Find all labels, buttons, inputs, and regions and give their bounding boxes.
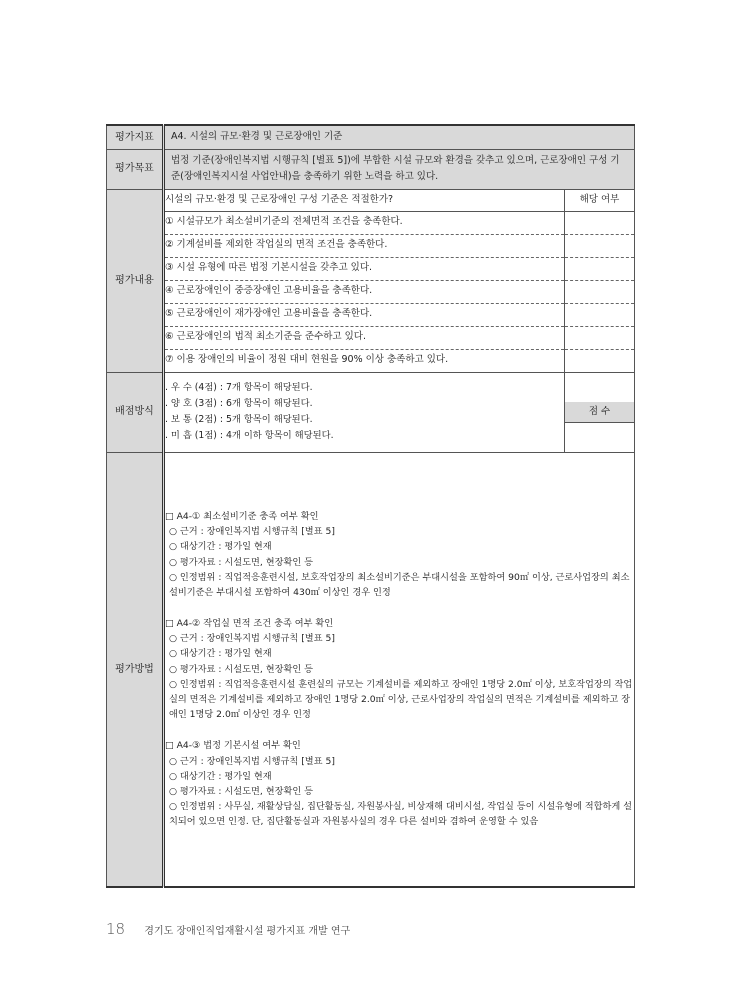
scoring-line: . 우 수 (4점) : 7개 항목이 해당된다.: [165, 382, 313, 394]
indicator-value: A4. 시설의 규모·환경 및 근로장애인 기준: [164, 125, 635, 149]
content-item: ⑤ 근로장애인이 재가장애인 고용비율을 충족한다.: [164, 303, 565, 326]
content-item: ② 기계설비를 제외한 작업실의 면적 조건을 충족한다.: [164, 234, 565, 257]
evaluation-table: [106, 124, 635, 888]
page-number: 18: [106, 920, 126, 938]
method-bullet: ○ 근거 : 장애인복지법 시행규칙 [별표 5]: [169, 633, 335, 645]
scoring-line: . 보 통 (2점) : 5개 항목이 해당된다.: [165, 414, 313, 425]
scoring-row: [107, 372, 635, 452]
content-item-row: [107, 257, 635, 280]
method-bullet: ○ 대상기간 : 평가일 현재: [169, 770, 272, 782]
content-item-row: [107, 280, 635, 303]
goal-row: [107, 149, 635, 189]
scoring-label: 배점방식: [107, 372, 164, 452]
content-item-row: [107, 211, 635, 234]
scoring-line: . 양 호 (3점) : 6개 항목이 해당된다.: [165, 398, 313, 410]
method-content: [164, 452, 635, 887]
content-label: 평가내용: [107, 189, 164, 372]
goal-value: 법정 기준(장애인복지법 시행규칙 [별표 5])에 부합한 시설 규모와 환경을 갖추고 있으며, 근로장애인 구성 기준(장애인복지시설 사업안내)을 충족하기 위한 노력을 하고 있다.: [164, 149, 635, 189]
content-item: ① 시설규모가 최소설비기준의 전체면적 조건을 충족한다.: [164, 211, 565, 234]
content-item: ⑦ 이용 장애인의 비율이 정원 대비 현원을 90% 이상 충족하고 있다.: [164, 349, 565, 372]
score-header: 점 수: [565, 402, 634, 423]
applicability-header: 해당 여부: [565, 189, 635, 211]
goal-label: 평가목표: [107, 149, 164, 189]
footer-title: 경기도 장애인직업재활시설 평가지표 개발 연구: [144, 926, 351, 937]
method-section: [165, 616, 634, 722]
method-section-title: □ A4-① 최소설비기준 충족 여부 확인: [165, 511, 319, 523]
method-bullet: ○ 평가자료 : 시설도면, 현장확인 등: [169, 785, 314, 797]
applicability-cell: [565, 280, 635, 303]
scoring-criteria: [164, 372, 565, 452]
method-bullet: ○ 대상기간 : 평가일 현재: [169, 541, 272, 553]
applicability-cell: [565, 234, 635, 257]
method-row: [107, 452, 635, 887]
method-label: 평가방법: [107, 452, 164, 887]
indicator-label: 평가지표: [107, 125, 164, 149]
method-bullet: ○ 대상기간 : 평가일 현재: [169, 648, 272, 660]
method-section: [165, 509, 634, 600]
content-item: ④ 근로장애인이 중증장애인 고용비율을 충족한다.: [164, 280, 565, 303]
method-section-title: □ A4-③ 법정 기본시설 여부 확인: [165, 740, 301, 752]
content-item-row: [107, 234, 635, 257]
method-bullet: ○ 평가자료 : 시설도면, 현장확인 등: [169, 556, 314, 568]
applicability-cell: [565, 349, 635, 372]
method-bullet: ○ 근거 : 장애인복지법 시행규칙 [별표 5]: [169, 526, 335, 538]
page-footer: [106, 920, 350, 938]
applicability-cell: [565, 211, 635, 234]
indicator-row: [107, 125, 635, 149]
content-item-row: [107, 326, 635, 349]
method-section-title: □ A4-② 작업실 면적 조건 충족 여부 확인: [165, 618, 334, 630]
content-item-row: [107, 303, 635, 326]
method-bullet: ○ 인정범위 : 사무실, 재활상담실, 집단활동실, 자원봉사실, 비상재해 대비시설, 작업실 등이 시설유형에 적합하게 설치되어 있으면 인정. 단, 집단활동실과 자원봉사실의 경우 다른 설비와 겸하여 운영할 수 있음: [169, 801, 633, 828]
method-section: [165, 738, 634, 829]
applicability-cell: [565, 326, 635, 349]
score-box: [565, 372, 635, 452]
applicability-cell: [565, 303, 635, 326]
method-bullet: ○ 인정범위 : 직업적응훈련시설 훈련실의 규모는 기계설비를 제외하고 장애인 1명당 2.0㎡ 이상, 보호작업장의 작업실의 면적은 기계설비를 제외하고 장애인 1명당 2.0㎡ 이상, 근로사업장의 작업실의 면적은 기계설비를 제외하고 장애인 1명당 2.0㎡ 이상인 경우 인정: [169, 678, 633, 721]
method-bullet: ○ 평가자료 : 시설도면, 현장확인 등: [169, 663, 314, 675]
content-question: 시설의 규모·환경 및 근로장애인 구성 기준은 적절한가?: [164, 189, 565, 211]
method-bullet: ○ 근거 : 장애인복지법 시행규칙 [별표 5]: [169, 755, 335, 767]
content-item-row: [107, 349, 635, 372]
scoring-line: . 미 흡 (1점) : 4개 이하 항목이 해당된다.: [165, 429, 334, 441]
method-bullet: ○ 인정범위 : 직업적응훈련시설, 보호작업장의 최소설비기준은 부대시설을 포함하여 90㎡ 이상, 근로사업장의 최소설비기준은 부대시설 포함하여 430㎡ 이상인 경우 인정: [169, 571, 630, 598]
content-question-row: [107, 189, 635, 211]
applicability-cell: [565, 257, 635, 280]
content-item: ③ 시설 유형에 따른 법정 기본시설을 갖추고 있다.: [164, 257, 565, 280]
content-item: ⑥ 근로장애인의 법적 최소기준을 준수하고 있다.: [164, 326, 565, 349]
